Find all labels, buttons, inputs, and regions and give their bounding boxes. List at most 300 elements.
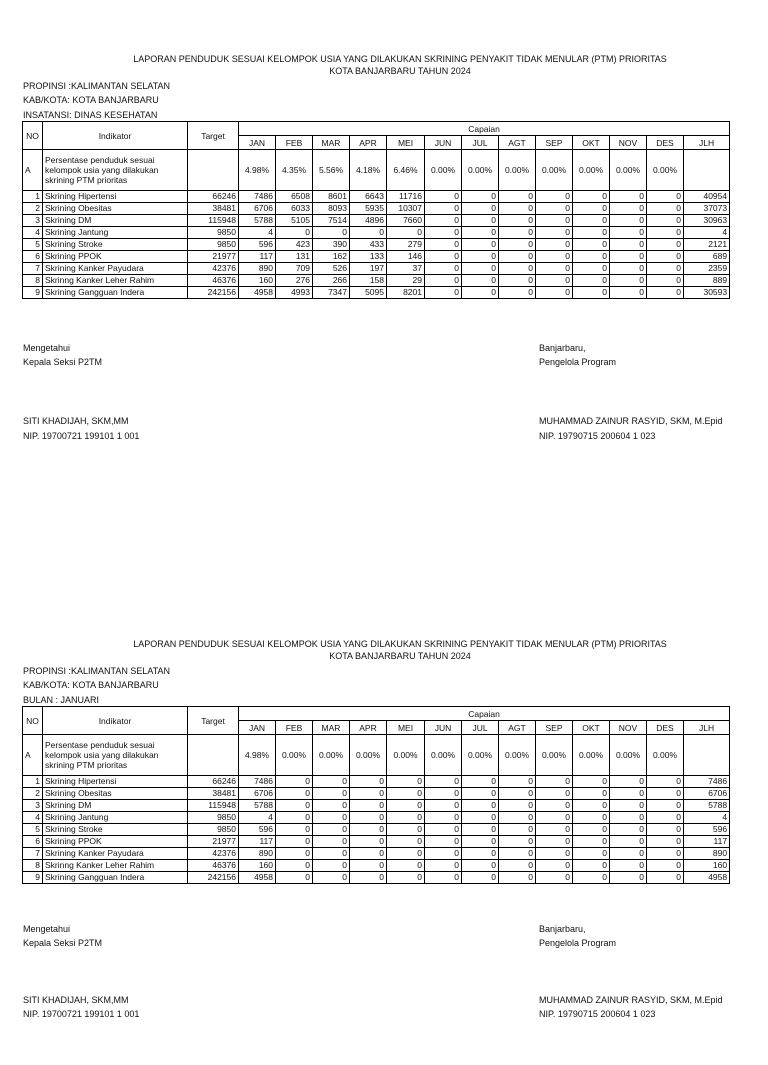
row-month-value: 10307 — [387, 203, 425, 215]
row-month-value: 0 — [573, 872, 610, 884]
row-target: 242156 — [188, 872, 239, 884]
row-month-value: 29 — [387, 275, 425, 287]
row-month-value: 0 — [425, 776, 462, 788]
row-month-value: 0 — [536, 287, 573, 299]
row-month-value: 0 — [499, 836, 536, 848]
sign-right-nip: NIP. 19790715 200604 1 023 — [539, 431, 656, 441]
row-month-value: 0 — [462, 848, 499, 860]
header-month-apr: APR — [350, 136, 387, 150]
row-month-value: 0 — [610, 836, 647, 848]
row-a-pct: 0.00% — [276, 735, 313, 776]
row-target: 42376 — [188, 848, 239, 860]
row-no: 9 — [23, 872, 43, 884]
row-no: 6 — [23, 251, 43, 263]
row-target: 66246 — [188, 776, 239, 788]
row-a-pct: 0.00% — [647, 735, 684, 776]
row-target: 9850 — [188, 227, 239, 239]
row-month-value: 0 — [610, 203, 647, 215]
row-a-pct: 0.00% — [313, 735, 350, 776]
table-body — [23, 122, 730, 299]
header-jlh: JLH — [684, 721, 730, 735]
row-month-value: 6508 — [276, 191, 313, 203]
row-month-value: 0 — [313, 788, 350, 800]
row-month-value: 7486 — [239, 776, 276, 788]
sign-left-line-1: Mengetahui — [23, 924, 71, 934]
kabkota-label: KAB/KOTA: KOTA BANJARBARU — [23, 680, 159, 690]
row-month-value: 0 — [647, 275, 684, 287]
row-month-value: 0 — [573, 251, 610, 263]
row-month-value: 0 — [350, 872, 387, 884]
table-row — [23, 824, 730, 836]
row-month-value: 0 — [462, 824, 499, 836]
row-month-value: 0 — [573, 812, 610, 824]
row-month-value: 0 — [573, 227, 610, 239]
header-month-jul: JUL — [462, 136, 499, 150]
row-month-value: 0 — [610, 812, 647, 824]
row-month-value: 0 — [387, 836, 425, 848]
row-indikator: Skrinng Kanker Leher Rahim — [43, 860, 188, 872]
row-month-value: 0 — [610, 287, 647, 299]
header-month-jul: JUL — [462, 721, 499, 735]
row-month-value: 0 — [647, 848, 684, 860]
row-indikator: Skrining Stroke — [43, 824, 188, 836]
row-month-value: 0 — [462, 800, 499, 812]
row-a-pct: 6.46% — [387, 150, 425, 191]
row-month-value: 0 — [313, 836, 350, 848]
row-month-value: 0 — [313, 824, 350, 836]
row-month-value: 0 — [536, 227, 573, 239]
row-month-value: 0 — [536, 263, 573, 275]
table-row — [23, 788, 730, 800]
table-row — [23, 812, 730, 824]
row-month-value: 158 — [350, 275, 387, 287]
row-target: 42376 — [188, 263, 239, 275]
table-row — [23, 203, 730, 215]
row-no: 8 — [23, 275, 43, 287]
row-indikator: Skrining DM — [43, 215, 188, 227]
row-a-pct: 0.00% — [350, 735, 387, 776]
row-indikator: Skrining Kanker Payudara — [43, 263, 188, 275]
row-month-value: 0 — [610, 848, 647, 860]
row-month-value: 0 — [647, 812, 684, 824]
row-month-value: 0 — [276, 800, 313, 812]
table-row — [23, 251, 730, 263]
row-indikator: Skrining Kanker Payudara — [43, 848, 188, 860]
row-target: 46376 — [188, 860, 239, 872]
row-month-value: 0 — [499, 203, 536, 215]
row-month-value: 890 — [239, 263, 276, 275]
sign-right-nip: NIP. 19790715 200604 1 023 — [539, 1009, 656, 1019]
header-capaian: Capaian — [239, 122, 730, 136]
header-no: NO — [23, 707, 43, 735]
row-jlh: 889 — [684, 275, 730, 287]
row-month-value: 0 — [276, 824, 313, 836]
header-jlh: JLH — [684, 136, 730, 150]
row-month-value: 0 — [647, 227, 684, 239]
row-month-value: 0 — [536, 872, 573, 884]
row-month-value: 146 — [387, 251, 425, 263]
row-no: 4 — [23, 812, 43, 824]
row-a-indikator: Persentase penduduk sesuai kelompok usia yang dilakukan skrining PTM prioritas — [43, 735, 188, 776]
row-month-value: 0 — [647, 203, 684, 215]
row-month-value: 0 — [647, 776, 684, 788]
row-no: 8 — [23, 860, 43, 872]
header-month-des: DES — [647, 136, 684, 150]
row-month-value: 5935 — [350, 203, 387, 215]
row-month-value: 0 — [276, 848, 313, 860]
row-month-value: 596 — [239, 239, 276, 251]
row-month-value: 0 — [350, 824, 387, 836]
row-month-value: 0 — [573, 788, 610, 800]
row-month-value: 0 — [462, 836, 499, 848]
row-month-value: 0 — [610, 872, 647, 884]
row-month-value: 0 — [425, 263, 462, 275]
row-jlh: 2359 — [684, 263, 730, 275]
sign-left-line-2: Kepala Seksi P2TM — [23, 938, 103, 948]
row-month-value: 131 — [276, 251, 313, 263]
row-jlh: 4 — [684, 227, 730, 239]
row-no: 5 — [23, 239, 43, 251]
row-month-value: 8093 — [313, 203, 350, 215]
row-month-value: 709 — [276, 263, 313, 275]
row-month-value: 0 — [499, 251, 536, 263]
header-capaian: Capaian — [239, 707, 730, 721]
row-month-value: 0 — [573, 776, 610, 788]
row-month-value: 0 — [647, 287, 684, 299]
row-a-pct: 0.00% — [425, 150, 462, 191]
row-month-value: 4896 — [350, 215, 387, 227]
table-row — [23, 191, 730, 203]
row-month-value: 0 — [387, 227, 425, 239]
row-month-value: 0 — [276, 776, 313, 788]
row-month-value: 7514 — [313, 215, 350, 227]
row-month-value: 0 — [462, 872, 499, 884]
row-target: 9850 — [188, 824, 239, 836]
row-month-value: 0 — [610, 788, 647, 800]
row-month-value: 0 — [610, 263, 647, 275]
row-a-target — [188, 150, 239, 191]
row-month-value: 162 — [313, 251, 350, 263]
row-month-value: 5105 — [276, 215, 313, 227]
row-a-pct: 0.00% — [499, 735, 536, 776]
row-month-value: 0 — [350, 800, 387, 812]
row-a-pct: 0.00% — [387, 735, 425, 776]
row-month-value: 276 — [276, 275, 313, 287]
row-indikator: Skrining Jantung — [43, 812, 188, 824]
row-indikator: Skrinng Kanker Leher Rahim — [43, 275, 188, 287]
header-month-mei: MEI — [387, 721, 425, 735]
row-month-value: 0 — [425, 203, 462, 215]
header-month-feb: FEB — [276, 721, 313, 735]
row-month-value: 0 — [350, 776, 387, 788]
row-month-value: 0 — [573, 203, 610, 215]
row-a-pct: 0.00% — [425, 735, 462, 776]
row-month-value: 0 — [313, 800, 350, 812]
sign-left-nip: NIP. 19700721 199101 1 001 — [23, 431, 140, 441]
title-line-1: LAPORAN PENDUDUK SESUAI KELOMPOK USIA YANG DILAKUKAN SKRINING PENYAKIT TIDAK MENULAR (PTM) PRIORITAS — [133, 54, 667, 64]
row-target: 21977 — [188, 836, 239, 848]
row-month-value: 0 — [462, 203, 499, 215]
row-month-value: 0 — [647, 872, 684, 884]
header-month-des: DES — [647, 721, 684, 735]
row-month-value: 0 — [462, 812, 499, 824]
row-jlh: 5788 — [684, 800, 730, 812]
row-month-value: 160 — [239, 275, 276, 287]
row-month-value: 0 — [610, 800, 647, 812]
row-month-value: 423 — [276, 239, 313, 251]
header-month-okt: OKT — [573, 721, 610, 735]
header-row — [23, 707, 730, 721]
row-month-value: 0 — [499, 812, 536, 824]
row-month-value: 6706 — [239, 203, 276, 215]
row-month-value: 0 — [425, 788, 462, 800]
row-month-value: 0 — [387, 776, 425, 788]
header-month-nov: NOV — [610, 136, 647, 150]
row-month-value: 0 — [313, 227, 350, 239]
row-month-value: 0 — [536, 860, 573, 872]
row-month-value: 0 — [499, 788, 536, 800]
row-month-value: 266 — [313, 275, 350, 287]
row-a-pct: 0.00% — [647, 150, 684, 191]
row-month-value: 0 — [462, 227, 499, 239]
row-month-value: 0 — [610, 275, 647, 287]
title-line-2: KOTA BANJARBARU TAHUN 2024 — [329, 651, 471, 661]
row-month-value: 197 — [350, 263, 387, 275]
row-target: 46376 — [188, 275, 239, 287]
row-jlh: 40954 — [684, 191, 730, 203]
row-month-value: 0 — [536, 215, 573, 227]
bulan-label: BULAN : JANUARI — [23, 695, 100, 705]
row-month-value: 0 — [536, 191, 573, 203]
header-month-sep: SEP — [536, 721, 573, 735]
row-no: 4 — [23, 227, 43, 239]
row-month-value: 0 — [276, 812, 313, 824]
sign-right-name: MUHAMMAD ZAINUR RASYID, SKM, M.Epid — [539, 416, 723, 426]
header-month-mar: MAR — [313, 136, 350, 150]
row-month-value: 0 — [499, 824, 536, 836]
row-a-pct: 0.00% — [462, 735, 499, 776]
sign-right-line-2: Pengelola Program — [539, 357, 617, 367]
row-month-value: 0 — [387, 800, 425, 812]
kabkota-label: KAB/KOTA: KOTA BANJARBARU — [23, 95, 159, 105]
row-month-value: 0 — [610, 215, 647, 227]
row-jlh: 160 — [684, 860, 730, 872]
row-month-value: 0 — [647, 215, 684, 227]
row-month-value: 0 — [573, 860, 610, 872]
row-month-value: 5788 — [239, 215, 276, 227]
row-month-value: 37 — [387, 263, 425, 275]
row-no: 3 — [23, 800, 43, 812]
row-month-value: 6643 — [350, 191, 387, 203]
row-month-value: 4958 — [239, 287, 276, 299]
row-jlh: 6706 — [684, 788, 730, 800]
row-month-value: 0 — [387, 848, 425, 860]
table-row — [23, 215, 730, 227]
row-month-value: 6706 — [239, 788, 276, 800]
row-jlh: 4958 — [684, 872, 730, 884]
row-month-value: 8601 — [313, 191, 350, 203]
row-month-value: 5788 — [239, 800, 276, 812]
percentage-row — [23, 150, 730, 191]
row-month-value: 0 — [462, 215, 499, 227]
row-month-value: 0 — [499, 848, 536, 860]
row-month-value: 0 — [573, 800, 610, 812]
row-month-value: 117 — [239, 836, 276, 848]
row-month-value: 0 — [313, 848, 350, 860]
row-indikator: Skrining Jantung — [43, 227, 188, 239]
row-month-value: 0 — [462, 263, 499, 275]
row-month-value: 0 — [276, 836, 313, 848]
row-month-value: 11716 — [387, 191, 425, 203]
header-no: NO — [23, 122, 43, 150]
row-month-value: 0 — [462, 776, 499, 788]
row-month-value: 133 — [350, 251, 387, 263]
row-target: 115948 — [188, 800, 239, 812]
table-row — [23, 287, 730, 299]
row-indikator: Skrining PPOK — [43, 836, 188, 848]
row-month-value: 0 — [425, 239, 462, 251]
row-a-pct: 0.00% — [573, 735, 610, 776]
row-month-value: 0 — [350, 788, 387, 800]
row-month-value: 0 — [425, 275, 462, 287]
row-indikator: Skrining Gangguan Indera — [43, 872, 188, 884]
row-month-value: 0 — [647, 788, 684, 800]
row-a-no: A — [23, 735, 43, 776]
row-target: 21977 — [188, 251, 239, 263]
row-month-value: 0 — [425, 872, 462, 884]
table-row — [23, 239, 730, 251]
header-month-jun: JUN — [425, 721, 462, 735]
row-month-value: 0 — [536, 776, 573, 788]
header-indikator: Indikator — [43, 122, 188, 150]
row-month-value: 117 — [239, 251, 276, 263]
row-month-value: 0 — [350, 860, 387, 872]
row-month-value: 0 — [536, 788, 573, 800]
propinsi-label: PROPINSI :KALIMANTAN SELATAN — [23, 81, 171, 91]
row-month-value: 0 — [499, 263, 536, 275]
row-month-value: 0 — [610, 776, 647, 788]
row-target: 242156 — [188, 287, 239, 299]
row-month-value: 433 — [350, 239, 387, 251]
row-month-value: 0 — [499, 860, 536, 872]
header-target: Target — [188, 707, 239, 735]
row-month-value: 0 — [573, 836, 610, 848]
row-target: 66246 — [188, 191, 239, 203]
row-month-value: 0 — [647, 800, 684, 812]
row-month-value: 0 — [610, 251, 647, 263]
row-month-value: 0 — [313, 812, 350, 824]
row-month-value: 0 — [499, 215, 536, 227]
row-month-value: 0 — [425, 287, 462, 299]
row-month-value: 0 — [350, 227, 387, 239]
row-month-value: 0 — [647, 263, 684, 275]
row-month-value: 6033 — [276, 203, 313, 215]
row-month-value: 0 — [499, 191, 536, 203]
header-row — [23, 122, 730, 136]
row-indikator: Skrining PPOK — [43, 251, 188, 263]
row-month-value: 0 — [647, 191, 684, 203]
header-month-jan: JAN — [239, 721, 276, 735]
row-no: 1 — [23, 191, 43, 203]
row-month-value: 8201 — [387, 287, 425, 299]
row-month-value: 4 — [239, 227, 276, 239]
row-month-value: 596 — [239, 824, 276, 836]
row-month-value: 0 — [425, 836, 462, 848]
row-month-value: 7486 — [239, 191, 276, 203]
row-a-pct: 4.18% — [350, 150, 387, 191]
row-month-value: 0 — [313, 776, 350, 788]
row-a-jlh — [684, 735, 730, 776]
row-month-value: 0 — [425, 824, 462, 836]
sign-left-name: SITI KHADIJAH, SKM,MM — [23, 995, 129, 1005]
row-a-pct: 0.00% — [536, 150, 573, 191]
row-target: 38481 — [188, 203, 239, 215]
row-month-value: 0 — [425, 251, 462, 263]
row-month-value: 0 — [387, 788, 425, 800]
table-row — [23, 860, 730, 872]
sign-left-name: SITI KHADIJAH, SKM,MM — [23, 416, 129, 426]
table-body — [23, 707, 730, 884]
row-month-value: 0 — [573, 287, 610, 299]
row-month-value: 0 — [462, 788, 499, 800]
row-month-value: 0 — [350, 812, 387, 824]
row-indikator: Skrining Obesitas — [43, 788, 188, 800]
row-month-value: 0 — [462, 275, 499, 287]
row-month-value: 0 — [499, 287, 536, 299]
row-jlh: 37073 — [684, 203, 730, 215]
table-row — [23, 275, 730, 287]
row-month-value: 0 — [350, 836, 387, 848]
row-month-value: 0 — [536, 836, 573, 848]
row-a-jlh — [684, 150, 730, 191]
row-jlh: 4 — [684, 812, 730, 824]
row-month-value: 0 — [610, 191, 647, 203]
row-month-value: 0 — [610, 860, 647, 872]
table-row — [23, 800, 730, 812]
row-indikator: Skrining Hipertensi — [43, 776, 188, 788]
row-a-pct: 4.35% — [276, 150, 313, 191]
row-month-value: 0 — [387, 824, 425, 836]
row-month-value: 0 — [647, 251, 684, 263]
row-month-value: 0 — [499, 800, 536, 812]
row-month-value: 0 — [276, 872, 313, 884]
row-month-value: 4 — [239, 812, 276, 824]
row-month-value: 0 — [425, 812, 462, 824]
row-a-pct: 0.00% — [573, 150, 610, 191]
row-a-pct: 4.98% — [239, 735, 276, 776]
header-month-feb: FEB — [276, 136, 313, 150]
row-month-value: 279 — [387, 239, 425, 251]
row-jlh: 117 — [684, 836, 730, 848]
row-jlh: 30593 — [684, 287, 730, 299]
header-month-mar: MAR — [313, 721, 350, 735]
row-month-value: 0 — [536, 239, 573, 251]
instansi-label: INSATANSI: DINAS KESEHATAN — [23, 110, 158, 120]
row-month-value: 5095 — [350, 287, 387, 299]
sign-right-line-1: Banjarbaru, — [539, 924, 586, 934]
row-jlh: 2121 — [684, 239, 730, 251]
row-indikator: Skrining Obesitas — [43, 203, 188, 215]
row-a-pct: 0.00% — [536, 735, 573, 776]
row-month-value: 0 — [462, 860, 499, 872]
sign-left-line-1: Mengetahui — [23, 343, 71, 353]
row-a-pct: 0.00% — [499, 150, 536, 191]
row-jlh: 890 — [684, 848, 730, 860]
row-month-value: 0 — [425, 848, 462, 860]
row-month-value: 0 — [573, 848, 610, 860]
header-month-agt: AGT — [499, 136, 536, 150]
table-row — [23, 263, 730, 275]
